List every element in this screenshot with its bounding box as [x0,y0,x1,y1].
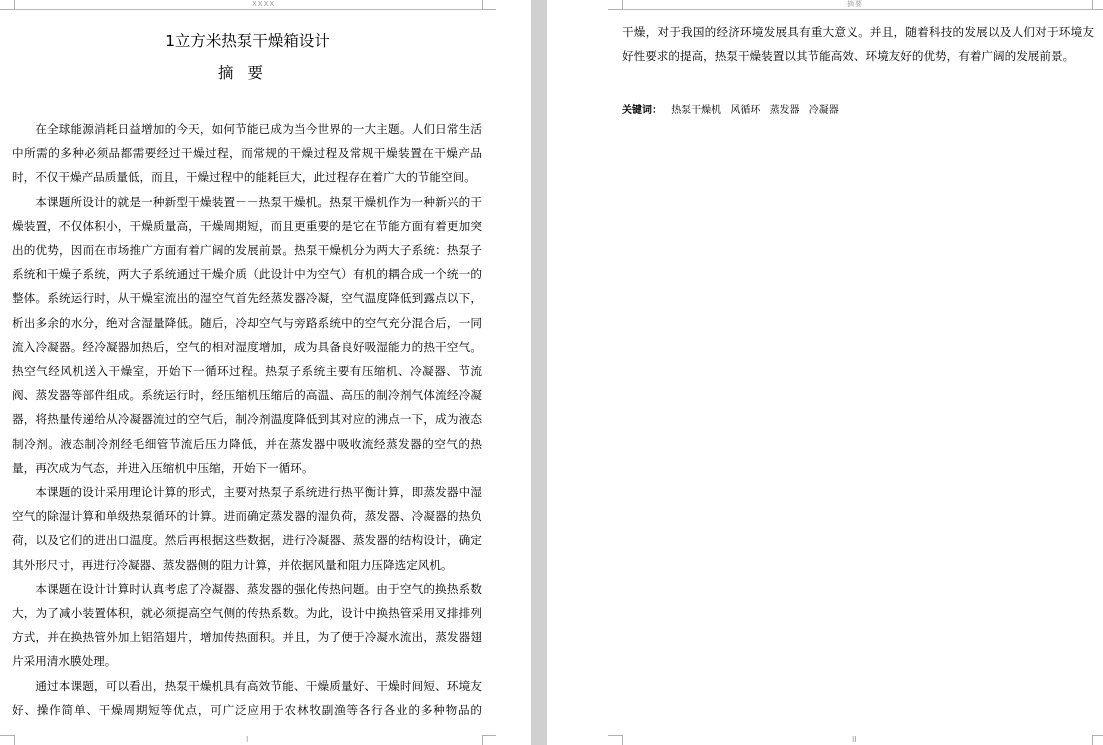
keywords-label: 关键词： [622,105,662,116]
crop-mark [0,735,14,736]
header-rule [14,9,482,10]
crop-mark [1092,735,1093,745]
keywords-line [622,101,845,116]
crop-mark [1092,735,1103,736]
crop-mark [1092,0,1093,10]
crop-mark [14,735,15,745]
crop-mark [608,9,622,10]
document-title: 1立方米热泵干燥箱设计 [165,32,330,50]
document-page-right [547,0,1103,745]
crop-mark [482,735,483,745]
page-number: I [246,735,249,744]
abstract-body [12,117,482,722]
abstract-paragraph: 通过本课题，可以看出，热泵干燥机具有高效节能、干燥质量好、干燥时间短、环境友好、操作简单、干燥周期短等优点，可广泛应用于农林牧副渔等各行各业的多种物品的 [12,678,482,717]
abstract-paragraph: 本课题所设计的就是一种新型干燥装置－－热泵干燥机。热泵干燥机作为一种新兴的干燥装置，不仅体积小，干燥质量高，干燥周期短，而且更重要的是它在节能方面有着更加突出的优势，因而在市场推广方面有着广阔的发展前景。热泵干燥机分为两大子系统：热泵子系统和干燥子系统，两大子系统通过干燥介质（此设计中为空气）有机的耦合成一个统一的整体。系统运行时，从干燥室流出的湿空气首先经蒸发器冷凝，空气温度降低到露点以下，析出多余的水分，绝对含湿量降低。随后，冷却空气与旁路系统中的空气充分混合后，一同流入冷凝器。经冷凝器加热后，空气的相对湿度增加，成为具备良好吸湿能力的热干空气。热空气经风机送入干燥室，开始下一循环过程。热泵子系统主要有压缩机、冷凝器、节流阀、蒸发器等部件组成。系统运行时，经压缩机压缩后的高温、高压的制冷剂气体流经冷凝器，将热量传递给从冷凝器流过的空气后，制冷剂温度降低到其对应的沸点一下，成为液态制冷剂。液态制冷剂经毛细管节流后压力降低，并在蒸发器中吸收流经蒸发器的空气的热量，再次成为气态，并进入压缩机中压缩，开始下一循环。 [12,194,482,475]
keyword: 风循环 [730,105,761,116]
crop-mark [608,735,622,736]
header-rule [622,9,1092,10]
crop-mark [482,735,496,736]
crop-mark [482,0,483,10]
keyword: 热泵干燥机 [671,105,722,116]
page-header-mark: XXXX [252,0,276,8]
document-page-left [0,0,531,745]
crop-mark [482,9,496,10]
abstract-heading: 摘要 [217,64,277,82]
abstract-paragraph: 干燥，对于我国的经济环境发展具有重大意义。并且，随着科技的发展以及人们对于环境友好性要求的提高，热泵干燥装置以其节能高效、环境友好的优势，有着广阔的发展前景。 [622,25,1094,64]
page-gutter [531,0,547,745]
crop-mark [1092,9,1103,10]
page-number: II [852,735,857,744]
crop-mark [622,735,623,745]
abstract-paragraph: 本课题在设计计算时认真考虑了冷凝器、蒸发器的强化传热问题。由于空气的换热系数大，为了减小装置体积，就必须提高空气侧的传热系数。为此，设计中换热管采用叉排排列方式，并在换热管外加上铝箔翅片，增加传热面积。并且，为了便于冷凝水流出，蒸发器翅片采用清水膜处理。 [12,581,482,669]
page-header-mark: 摘要 [847,0,863,8]
crop-mark [0,9,14,10]
keyword: 蒸发器 [769,105,800,116]
keyword: 冷凝器 [808,105,839,116]
abstract-paragraph: 在全球能源消耗日益增加的今天，如何节能已成为当今世界的一大主题。人们日常生活中所需的多种必须品都需要经过干燥过程，而常规的干燥过程及常规干燥装置在干燥产品时，不仅干燥产品质量低，而且，干燥过程中的能耗巨大，此过程存在着广大的节能空间。 [12,122,482,185]
abstract-body-continued [622,20,1094,68]
abstract-paragraph: 本课题的设计采用理论计算的形式，主要对热泵子系统进行热平衡计算，即蒸发器中湿空气的除湿计算和单级热泵循环的计算。进而确定蒸发器的湿负荷，蒸发器、冷凝器的热负荷，以及它们的进出口温度。然后再根据这些数据，进行冷凝器、蒸发器的结构设计，确定其外形尺寸，再进行冷凝器、蒸发器侧的阻力计算，并依据风量和阻力压降选定风机。 [12,485,482,572]
